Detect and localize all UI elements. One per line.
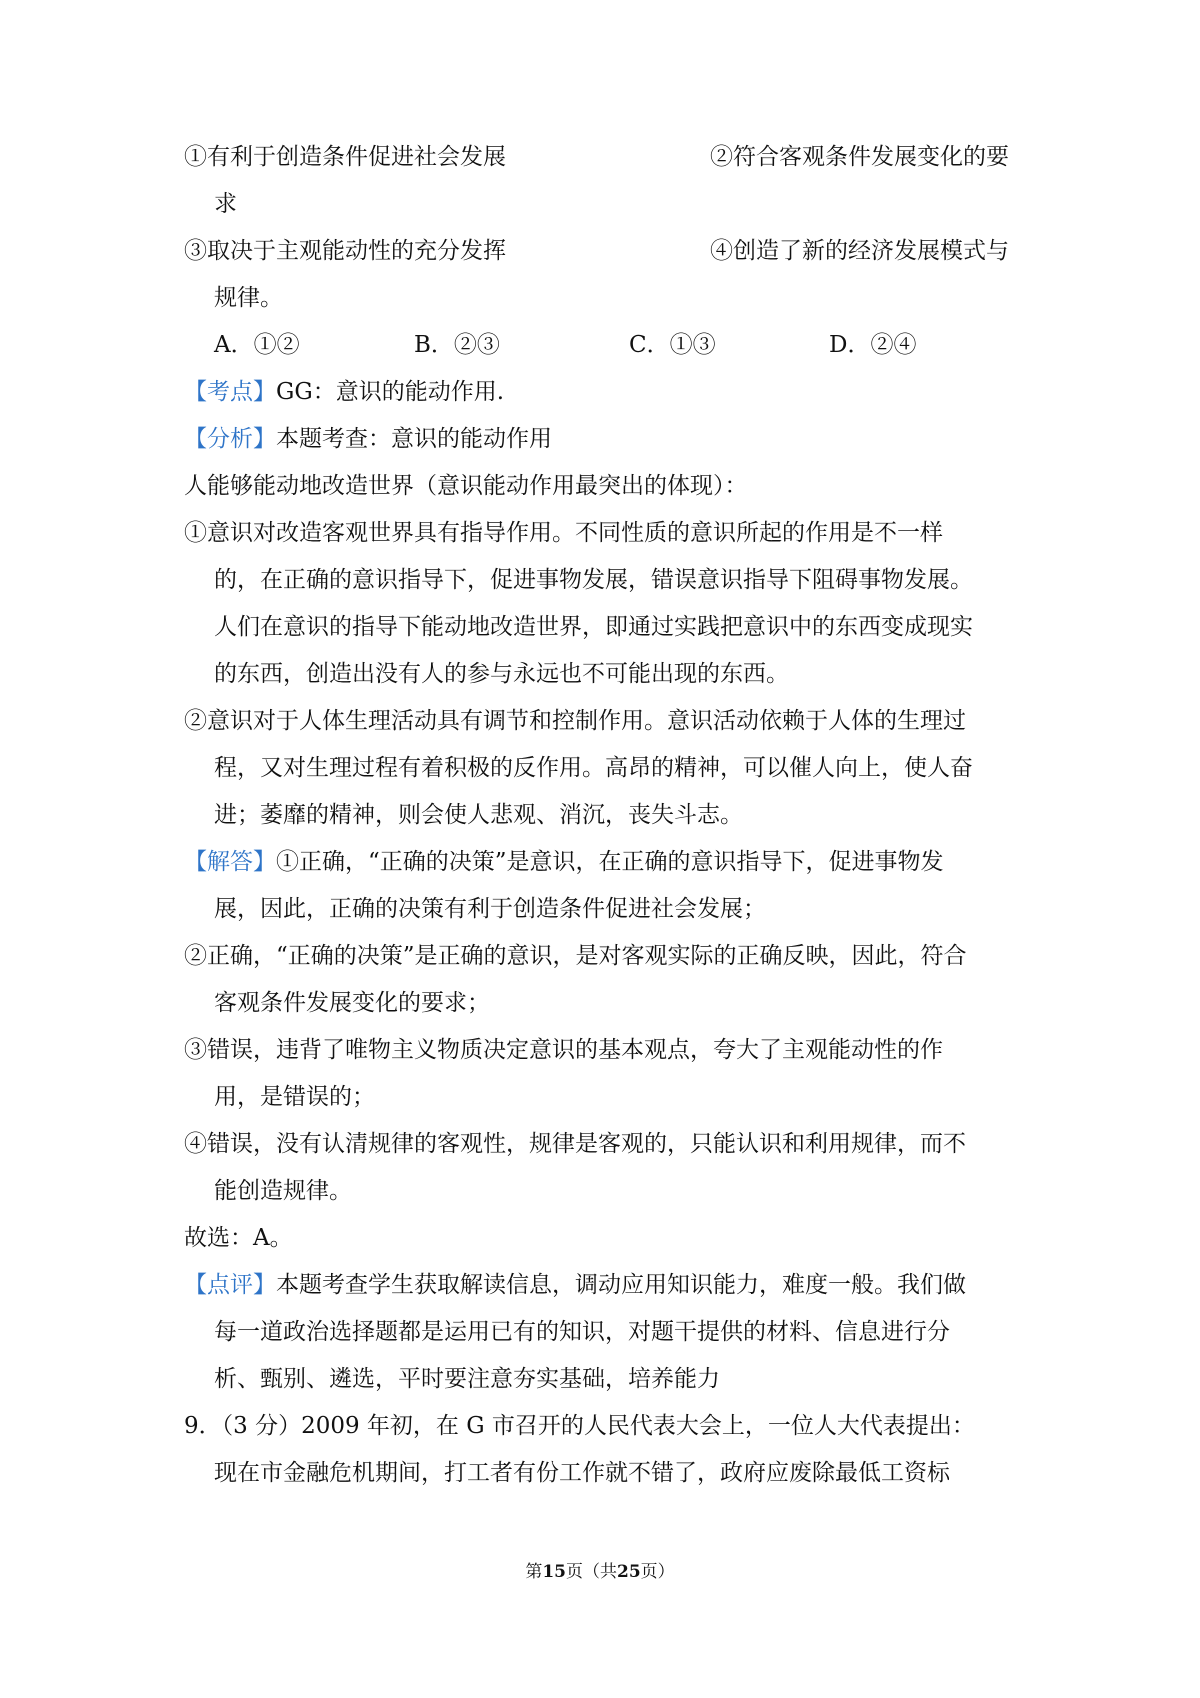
choice-2-continuation: 求: [214, 191, 237, 217]
choice-4-continuation: 规律。: [214, 285, 283, 311]
dianping-text: 本题考查学生获取解读信息，调动应用知识能力，难度一般。我们做: [276, 1272, 966, 1298]
footer-total-pages: 25: [617, 1562, 641, 1582]
dianping-tag: 【点评】: [184, 1272, 276, 1298]
choice-3: ③取决于主观能动性的充分发挥: [184, 238, 506, 264]
page-footer: [0, 1560, 1200, 1584]
jieda-tag: 【解答】: [184, 849, 276, 875]
answer-line: 故选：A。: [184, 1225, 293, 1251]
jieda-p2-line: ②正确，“正确的决策”是正确的意识，是对客观实际的正确反映，因此，符合: [184, 943, 967, 969]
option-c: C．①③: [629, 332, 716, 358]
dianping-line-3: 析、甄别、遴选，平时要注意夯实基础，培养能力: [214, 1366, 720, 1392]
fenxi-tag: 【分析】: [184, 426, 276, 452]
footer-prefix: 第: [525, 1562, 543, 1582]
answer-options: [214, 330, 916, 360]
jieda-p2-line: 客观条件发展变化的要求；: [214, 990, 490, 1016]
fenxi-p2-line: ②意识对于人体生理活动具有调节和控制作用。意识活动依赖于人体的生理过: [184, 708, 966, 734]
jieda-p3-line: 用，是错误的；: [214, 1084, 375, 1110]
jieda-line-2: 展，因此，正确的决策有利于创造条件促进社会发展；: [214, 896, 766, 922]
fenxi-p2-line: 程，又对生理过程有着积极的反作用。高昂的精神，可以催人向上，使人奋: [214, 755, 973, 781]
choice-4: ④创造了新的经济发展模式与: [710, 238, 1009, 264]
dianping-line: [184, 1270, 966, 1300]
footer-middle: 页（共: [566, 1562, 617, 1582]
fenxi-p1-line: 的，在正确的意识指导下，促进事物发展，错误意识指导下阻碍事物发展。: [214, 567, 973, 593]
option-a: A．①②: [214, 332, 300, 358]
kaodian-text: GG：意识的能动作用.: [276, 379, 505, 405]
jieda-p4-line: 能创造规律。: [214, 1178, 352, 1204]
kaodian-line: [184, 377, 504, 407]
choice-1: ①有利于创造条件促进社会发展: [184, 144, 506, 170]
jieda-p3-line: ③错误，违背了唯物主义物质决定意识的基本观点，夸大了主观能动性的作: [184, 1037, 943, 1063]
jieda-text: ①正确，“正确的决策”是意识，在正确的意识指导下，促进事物发: [276, 849, 944, 875]
fenxi-p1-line: 人们在意识的指导下能动地改造世界，即通过实践把意识中的东西变成现实: [214, 614, 973, 640]
choice-2: ②符合客观条件发展变化的要: [710, 144, 1009, 170]
fenxi-line: [184, 424, 552, 454]
question-9-line-2: 现在市金融危机期间，打工者有份工作就不错了，政府应废除最低工资标: [214, 1460, 950, 1486]
fenxi-text: 本题考查：意识的能动作用: [276, 426, 552, 452]
fenxi-p1-line: ①意识对改造客观世界具有指导作用。不同性质的意识所起的作用是不一样: [184, 520, 943, 546]
fenxi-p2-line: 进；萎靡的精神，则会使人悲观、消沉，丧失斗志。: [214, 802, 743, 828]
question-9-line-1: 9．（3 分）2009 年初，在 G 市召开的人民代表大会上，一位人大代表提出：: [184, 1413, 975, 1439]
kaodian-tag: 【考点】: [184, 379, 276, 405]
jieda-line: [184, 847, 944, 877]
footer-page-number: 15: [542, 1562, 566, 1582]
option-d: D．②④: [829, 332, 917, 358]
dianping-line-2: 每一道政治选择题都是运用已有的知识，对题干提供的材料、信息进行分: [214, 1319, 950, 1345]
fenxi-intro: 人能够能动地改造世界（意识能动作用最突出的体现）：: [184, 473, 748, 499]
jieda-p4-line: ④错误，没有认清规律的客观性，规律是客观的，只能认识和利用规律，而不: [184, 1131, 966, 1157]
fenxi-p1-line: 的东西，创造出没有人的参与永远也不可能出现的东西。: [214, 661, 789, 687]
option-b: B．②③: [414, 332, 500, 358]
footer-suffix: 页）: [640, 1562, 675, 1582]
